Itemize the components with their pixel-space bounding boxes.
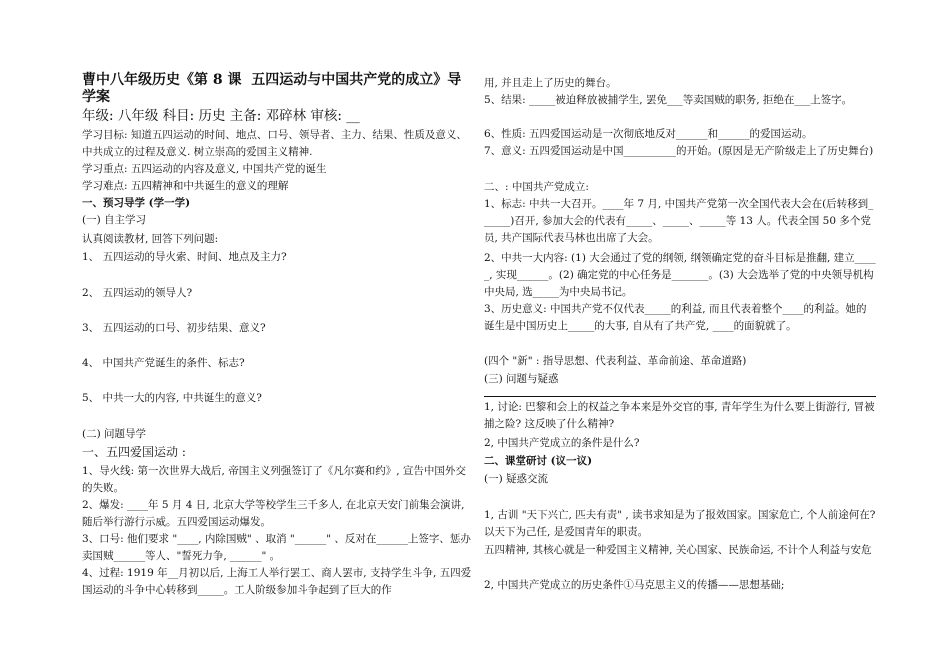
answer-1-spirit: 五四精神, 其核心就是一种爱国主义精神, 关心国家、民族命运, 不计个人利益与安危 [484,544,872,556]
question-5: 5、 中共一大的内容, 中共诞生的意义? [82,392,262,404]
question-4: 4、 中国共产党诞生的条件、标志? [82,357,245,369]
instruction: 认真阅读教材, 回答下列问题: [82,233,219,245]
item-2: 2、爆发: ____年 5 月 4 日, 北京大学等校学生三千多人, 在北京天安门前集会演讲, 随后举行游行示威。五四爱国运动爆发。 [82,499,468,528]
party-heading: 二、: 中国共产党成立: [484,181,589,193]
discussion-1: 1, 讨论: 巴黎和会上的权益之争本来是外交官的事, 青年学生为什么要上街游行, 冒被捕之险? 这反映了什么精神? [484,401,875,430]
divider-line [484,396,876,397]
answer-1: 1, 古训 "天下兴亡, 匹夫有责" , 读书求知是为了报效国家。国家危亡, 个人前途何在? 以天下为己任, 是爱国青年的职责。 [484,509,879,538]
guided-heading: (二) 问题导学 [82,428,147,440]
doubt-exchange-heading: (一) 疑惑交流 [484,473,549,485]
page-title: 曹中八年级历史《第 8 课 五四运动与中国共产党的成立》导学案 [82,72,462,105]
continued-line: 用, 并且走上了历史的舞台。 [484,77,617,89]
learning-goals: 学习目标: 知道五四运动的时间、地点、口号、领导者、主力、结果、性质及意义、中共成立的过程及意义. 树立崇高的爱国主义精神. [82,129,467,158]
party-item-1: 1、标志: 中共一大召开。____年 7 月, 中国共产党第一次全国代表大会在(后转移到______)召开, 参加大会的代表有_____、_____、_____等 13 人。代表全国 50 多个党员, 共产国际代表马林也出席了大会。 [484,198,874,244]
learning-difficulties: 学习难点: 五四精神和中共诞生的意义的理解 [82,180,289,192]
four-new-note: (四个 "新" : 指导思想、代表利益、革命前途、革命道路) [484,355,747,367]
discussion-2: 2, 中国共产党成立的条件是什么? [484,437,640,449]
nature-item: 6、性质: 五四爱国运动是一次彻底地反对______和______的爱国运动。 [484,128,813,140]
questions-heading: (三) 问题与疑惑 [484,373,559,385]
party-item-2: 2、中共一大内容: (1) 大会通过了党的纲领, 纲领确定党的奋斗目标是推翻, 建立_____, 实现______。(2) 确定党的中心任务是_______。(3) 大会选举了党的中央领导机构中央局, 选_____为中央局书记。 [484,252,876,298]
self-study-heading: (一) 自主学习 [82,214,147,226]
learning-key-points: 学习重点: 五四运动的内容及意义, 中国共产党的诞生 [82,163,327,175]
party-item-3: 3、历史意义: 中国共产党不仅代表_____的利益, 而且代表着整个____的利益。她的诞生是中国历史上_____的大事, 自从有了共产党, ____的面貌就了。 [484,303,867,332]
item-3: 3、口号: 他们要求 "____, 内除国贼" 、取消 "______" 、反对在______上签字、惩办卖国贼______等人、"誓死力争, ______" 。 [82,533,471,562]
question-2: 2、 五四运动的领导人? [82,287,193,299]
item-4: 4、过程: 1919 年__月初以后, 上海工人举行罢工、商人罢市, 支持学生斗争, 五四爱国运动的斗争中心转移到_____。工人阶级参加斗争起到了巨大的作 [82,567,472,596]
answer-2: 2, 中国共产党成立的历史条件①马克思主义的传播——思想基础; [484,579,785,591]
question-3: 3、 五四运动的口号、初步结果、意义? [82,322,266,334]
movement-heading: 一、五四爱国运动 : [82,445,186,459]
section-classroom: 二、课堂研讨 (议一议) [484,455,593,467]
section-preview: 一、预习导学 (学一学) [82,197,191,209]
question-1: 1、 五四运动的导火索、时间、地点及主力? [82,251,287,263]
significance-item: 7、意义: 五四爱国运动是中国__________的开始。(原因是无产阶级走上了历史舞台) [484,145,874,157]
result-item: 5、结果: _____被迫释放被捕学生, 罢免___等卖国贼的职务, 拒绝在___上签字。 [484,94,853,106]
item-1: 1、导火线: 第一次世界大战后, 帝国主义列强签订了《凡尔赛和约》, 宣告中国外交的失败。 [82,465,466,494]
meta-line: 年级: 八年级 科目: 历史 主备: 邓碎林 审核: __ [82,108,360,124]
